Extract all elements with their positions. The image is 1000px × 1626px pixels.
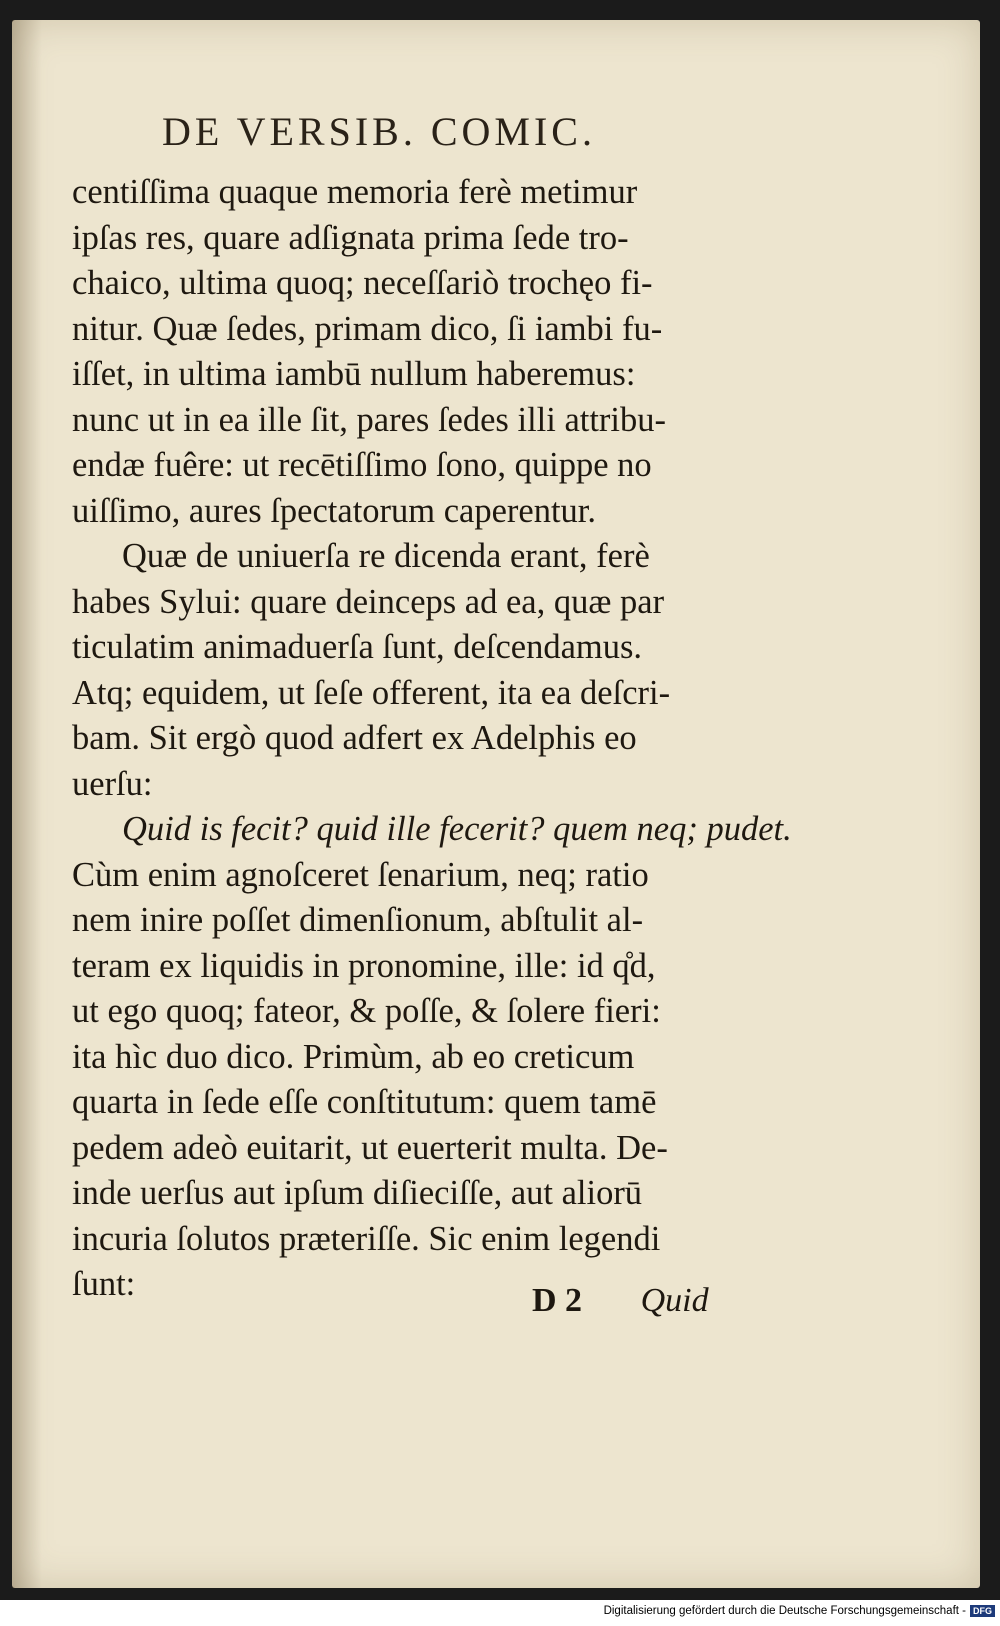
catchword: Quid [640,1282,709,1319]
text-line: habes Sylui: quare deinceps ad ea, quæ par [72,582,665,621]
running-head: DE VERSIB. COMIC. [162,109,596,154]
dfg-logo: DFG [970,1605,995,1617]
text-line: nem inire poſſet dimenſionum, abſtulit al- [72,901,644,939]
text-line: Cùm enim agnoſceret ſenarium, neq; ratio [72,855,649,894]
quoted-verse: Quid is fecit? quid ille fecerit? quem neq; pudet. [122,810,792,848]
main-text [72,170,792,1308]
text-line: inde uerſus aut ipſum diſieciſſe, aut aliorū [72,1174,643,1212]
text-line: pedem adeò euitarit, ut euerterit multa. De- [72,1128,668,1167]
text-line: incuria ſolutos præteriſſe. Sic enim legendi [72,1219,661,1258]
text-line: teram ex liquidis in pronomine, ille: id q̊d, [72,946,656,985]
credit-text: Digitalisierung gefördert durch die Deutsche Forschungsgemeinschaft - [603,1605,966,1618]
text-line: nunc ut in ea ille ſit, pares ſedes illi attribu- [72,400,666,439]
text-line: bam. Sit ergò quod adfert ex Adelphis eo [72,719,637,757]
text-line: uerſu: [72,764,153,803]
text-line: ut ego quoq; fateor, & poſſe, & ſolere fieri: [72,992,661,1030]
book-page [12,20,980,1588]
text-line: ſunt: [72,1265,136,1303]
text-line: ipſas res, quare adſignata prima ſede tro- [72,218,629,257]
text-line: endæ fuêre: ut recētiſſimo ſono, quippe no [72,446,652,484]
text-line: ticulatim animaduerſa ſunt, deſcendamus. [72,628,643,666]
text-line: ita hìc duo dico. Primùm, ab eo creticum [72,1037,635,1076]
text-line: iſſet, in ultima iambū nullum haberemus: [72,355,636,393]
text-line: Quæ de uniuerſa re dicenda erant, ferè [122,537,650,575]
text-line: nitur. Quæ ſedes, primam dico, ſi iambi fu- [72,309,663,348]
signature-mark: D 2 [532,1282,583,1319]
digitization-credit [600,1605,995,1623]
text-line: chaico, ultima quoq; neceſſariò trochęo fi- [72,264,653,302]
text-line: Atq; equidem, ut ſeſe offerent, ita ea deſcri- [72,673,671,712]
text-line: quarta in ſede eſſe conſtitutum: quem tamē [72,1083,657,1121]
text-line: uiſſimo, aures ſpectatorum caperentur. [72,491,597,530]
page-foot [532,1282,762,1320]
text-line: centiſſima quaque memoria ferè metimur [72,173,638,211]
